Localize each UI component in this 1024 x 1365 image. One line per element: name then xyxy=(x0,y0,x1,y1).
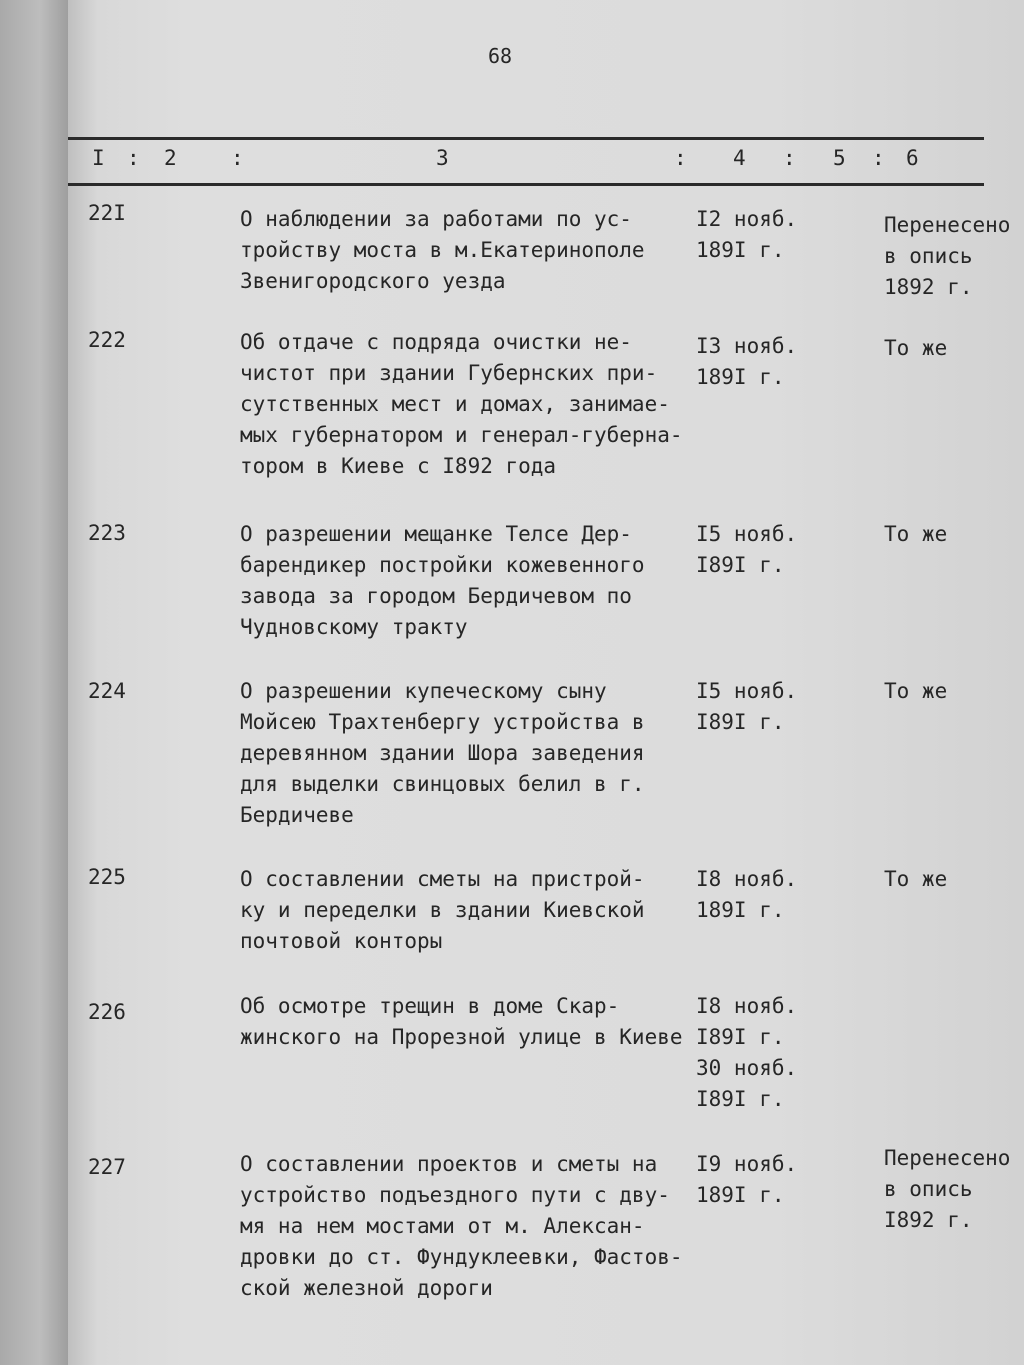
row-date: I5 нояб. I89I г. xyxy=(696,679,798,734)
row-title: Об осмотре трещин в доме Скар- жинского на Прорезной улице в Киеве xyxy=(240,994,683,1049)
row-title: О составлении сметы на пристрой- ку и переделки в здании Киевской почтовой конторы xyxy=(240,867,645,953)
row-note: Перенесено в опись I892 г. xyxy=(884,1146,1011,1232)
row-title: О разрешении мещанке Телсе Дер- барендикер постройки кожевенного завода за городом Бердичевом по Чудновскому тракту xyxy=(240,522,645,639)
row-title: О составлении проектов и сметы на устройство подъездного пути с дву- мя на нем мостами от м. Алексан- дровки до ст. Фундуклеевки, Фастов- ской железной дороги xyxy=(240,1152,683,1300)
row-number: 222 xyxy=(88,328,126,352)
header-separator: : xyxy=(127,146,140,170)
row-note: То же xyxy=(884,679,948,703)
row-number: 227 xyxy=(88,1155,126,1179)
header-rule-top xyxy=(68,137,984,140)
row-date: I8 нояб. 189I г. xyxy=(696,867,798,922)
row-number: 226 xyxy=(88,1000,126,1024)
row-note: То же xyxy=(884,522,948,546)
page-number: 68 xyxy=(488,44,513,68)
row-title: Об отдаче с подряда очистки не- чистот при здании Губернских при- сутственных мест и домах, занимае- мых губернатором и генерал-губерна- тором в Киеве с I892 года xyxy=(240,330,683,478)
header-col-1: I xyxy=(92,146,105,170)
row-title: О разрешении купеческому сыну Мойсею Трахтенбергу устройства в деревянном здании Шора заведения для выделки свинцовых белил в г. Бердичеве xyxy=(240,679,645,827)
row-number: 224 xyxy=(88,679,126,703)
header-col-2: 2 xyxy=(164,146,177,170)
row-note: Перенесено в опись 1892 г. xyxy=(884,213,1011,299)
book-binding xyxy=(0,0,68,1365)
header-separator: : xyxy=(872,146,885,170)
header-col-5: 5 xyxy=(833,146,846,170)
row-date: I8 нояб. I89I г. 30 нояб. I89I г. xyxy=(696,994,798,1111)
header-col-4: 4 xyxy=(733,146,746,170)
header-separator: : xyxy=(783,146,796,170)
row-number: 22I xyxy=(88,201,126,225)
header-col-3: 3 xyxy=(436,146,449,170)
header-separator: : xyxy=(674,146,687,170)
row-note: То же xyxy=(884,867,948,891)
row-number: 223 xyxy=(88,521,126,545)
row-number: 225 xyxy=(88,865,126,889)
header-col-6: 6 xyxy=(906,146,919,170)
row-note: То же xyxy=(884,336,948,360)
row-date: I2 нояб. 189I г. xyxy=(696,207,798,262)
row-date: I5 нояб. I89I г. xyxy=(696,522,798,577)
row-date: I9 нояб. 189I г. xyxy=(696,1152,798,1207)
header-rule-bottom xyxy=(68,183,984,186)
header-separator: : xyxy=(231,146,244,170)
row-title: О наблюдении за работами по ус- тройству моста в м.Екатеринополе Звенигородского уезда xyxy=(240,207,645,293)
row-date: I3 нояб. 189I г. xyxy=(696,334,798,389)
